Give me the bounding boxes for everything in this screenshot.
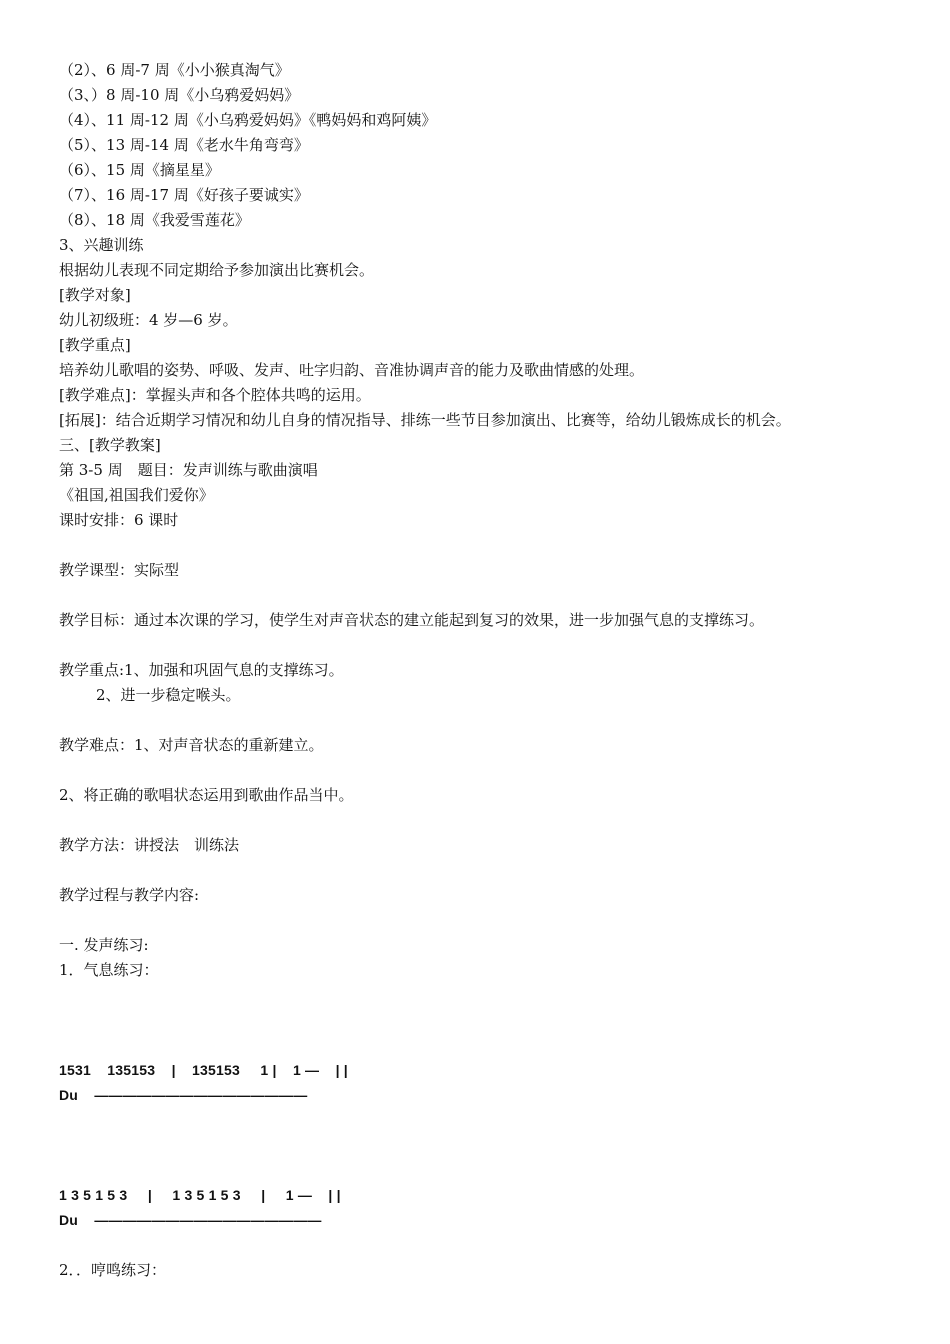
text-line: （2）、6 周-7 周《小小猴真淘气》: [59, 61, 290, 79]
score-line: 1531 135153 | 135153 1 | 1 — | |: [59, 1062, 348, 1078]
text-line: （3、）8 周-10 周《小乌鸦爱妈妈》: [59, 86, 300, 104]
text-line: 课时安排：6 课时: [59, 511, 179, 529]
syllable-line: Du ————————————————: [59, 1212, 322, 1228]
text-line: 教学课型：实际型: [59, 561, 180, 579]
section-heading: 一. 发声练习:: [59, 936, 149, 954]
text-line: 2、进一步稳定喉头。: [96, 686, 241, 704]
text-line: 教学目标：通过本次课的学习，使学生对声音状态的建立能起到复习的效果，进一步加强气息的支撑练习。: [59, 611, 765, 629]
section-heading: 三、[教学教案]: [59, 436, 161, 454]
section-heading: [教学对象]: [59, 286, 131, 304]
text-line: [教学难点]：掌握头声和各个腔体共鸣的运用。: [59, 386, 371, 404]
text-line: 根据幼儿表现不同定期给予参加演出比赛机会。: [59, 261, 375, 279]
text-line: 教学重点:1、加强和巩固气息的支撑练习。: [59, 661, 344, 679]
text-line: 培养幼儿歌唱的姿势、呼吸、发声、吐字归韵、音准协调声音的能力及歌曲情感的处理。: [59, 361, 645, 379]
text-line: （7）、16 周-17 周《好孩子要诚实》: [59, 186, 309, 204]
text-line: 教学难点：1、对声音状态的重新建立。: [59, 736, 324, 754]
text-line: （4）、11 周-12 周《小乌鸦爱妈妈》《鸭妈妈和鸡阿姨》: [59, 111, 437, 129]
song-title: 《祖国,祖国我们爱你》: [59, 486, 214, 504]
text-line: （6）、15 周《摘星星》: [59, 161, 220, 179]
text-line: 教学过程与教学内容:: [59, 886, 200, 904]
text-line: 2、将正确的歌唱状态运用到歌曲作品当中。: [59, 786, 354, 804]
section-heading: [教学重点]: [59, 336, 131, 354]
lesson-title: 第 3-5 周 题目：发声训练与歌曲演唱: [59, 461, 318, 479]
section-heading: 3、兴趣训练: [59, 236, 144, 254]
text-line: 1．气息练习：: [59, 961, 159, 979]
document-page: [59, 58, 919, 1283]
score-line: 1 3 5 1 5 3 | 1 3 5 1 5 3 | 1 — | |: [59, 1187, 341, 1203]
text-line: [拓展]：结合近期学习情况和幼儿自身的情况指导、排练一些节目参加演出、比赛等，给幼儿锻炼成长的机会。: [59, 411, 791, 429]
text-line: 幼儿初级班：4 岁—6 岁。: [59, 311, 238, 329]
text-line: （5）、13 周-14 周《老水牛角弯弯》: [59, 136, 309, 154]
text-line: 教学方法：讲授法 训练法: [59, 836, 240, 854]
syllable-line: Du ———————————————: [59, 1087, 308, 1103]
text-line: （8）、18 周《我爱雪莲花》: [59, 211, 250, 229]
text-line: 2．．哼鸣练习：: [59, 1261, 167, 1279]
